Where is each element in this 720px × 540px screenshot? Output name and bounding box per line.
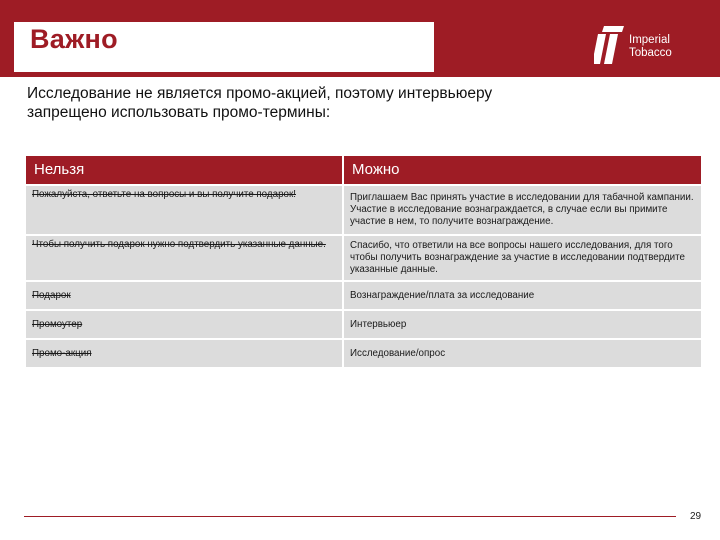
table-header-row: [26, 156, 701, 184]
allowed-cell: Исследование/опрос: [344, 340, 701, 367]
table-row: [26, 311, 701, 338]
forbidden-text: Пожалуйста, ответьте на вопросы и вы получите подарок!: [32, 189, 296, 200]
allowed-cell: Спасибо, что ответили на все вопросы нашего исследования, для того чтобы получить вознаграждение за участие в исследовании подтвердите указанные данные.: [344, 236, 701, 280]
forbidden-text: Чтобы получить подарок нужно подтвердить указанные данные.: [32, 239, 326, 250]
forbidden-cell: [26, 186, 342, 234]
header-allowed: Можно: [344, 156, 701, 184]
table-row: [26, 282, 701, 309]
forbidden-text: Подарок: [32, 289, 71, 301]
logo-mark-icon: [594, 20, 626, 68]
forbidden-cell: [26, 311, 342, 338]
table-row: [26, 340, 701, 367]
forbidden-cell: [26, 340, 342, 367]
forbidden-text: Промо-акция: [32, 347, 92, 359]
logo-text: [629, 34, 672, 60]
table-row: [26, 236, 701, 280]
logo-line-2: Tobacco: [629, 47, 672, 59]
logo-line-1: Imperial: [629, 34, 670, 46]
footer-divider: [24, 516, 676, 517]
terms-table: [26, 156, 701, 369]
forbidden-text: Промоутер: [32, 318, 83, 330]
table-row: [26, 186, 701, 234]
forbidden-cell: [26, 282, 342, 309]
allowed-cell: Вознаграждение/плата за исследование: [344, 282, 701, 309]
slide-title: Важно: [30, 24, 118, 54]
forbidden-cell: [26, 236, 342, 280]
intro-text: Исследование не является промо-акцией, поэтому интервьюеру запрещено использовать промо-термины:: [27, 85, 493, 121]
page-number: 29: [690, 511, 702, 522]
imperial-tobacco-logo: [594, 20, 684, 70]
allowed-cell: Приглашаем Вас принять участие в исследовании для табачной кампании. Участие в исследование вознаграждается, в случае если вы примите участие в нем, то получите вознаграждение.: [344, 186, 701, 234]
allowed-cell: Интервьюер: [344, 311, 701, 338]
header-forbidden: Нельзя: [26, 156, 342, 184]
